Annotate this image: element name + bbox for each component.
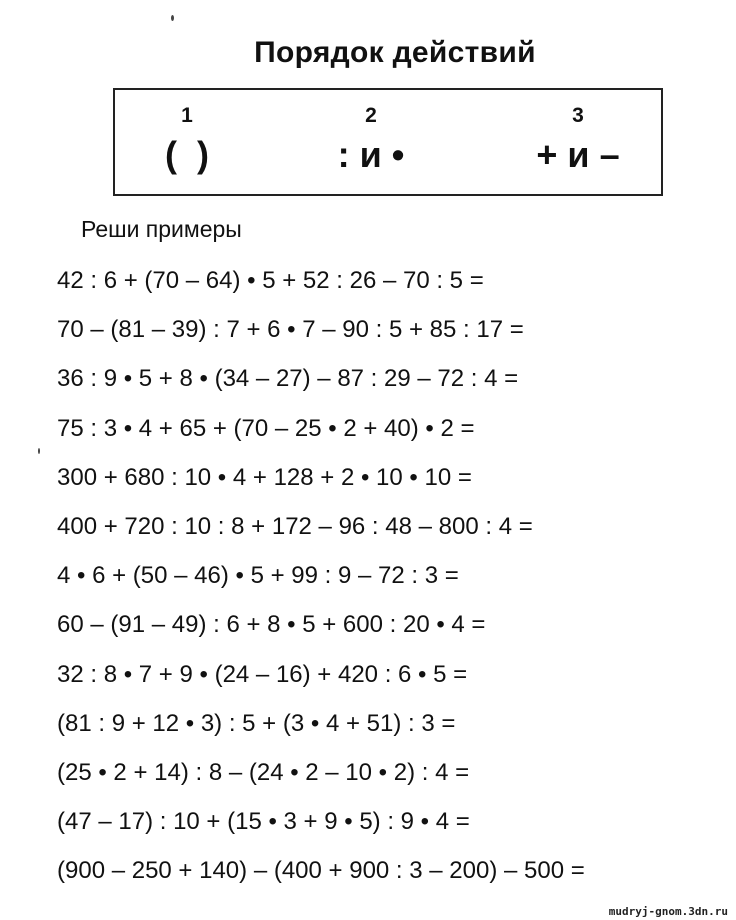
example-7: 4 • 6 + (50 – 46) • 5 + 99 : 9 – 72 : 3 = xyxy=(57,562,459,590)
example-10: (81 : 9 + 12 • 3) : 5 + (3 • 4 + 51) : 3 = xyxy=(57,709,456,737)
scan-speck xyxy=(171,15,174,21)
example-9: 32 : 8 • 7 + 9 • (24 – 16) + 420 : 6 • 5 = xyxy=(57,660,468,688)
example-2: 70 – (81 – 39) : 7 + 6 • 7 – 90 : 5 + 85 : 17 = xyxy=(57,316,524,344)
example-5: 300 + 680 : 10 • 4 + 128 + 2 • 10 • 10 = xyxy=(57,463,472,491)
example-4: 75 : 3 • 4 + 65 + (70 – 25 • 2 + 40) • 2 = xyxy=(57,414,475,442)
example-11: (25 • 2 + 14) : 8 – (24 • 2 – 10 • 2) : 4 = xyxy=(57,758,470,786)
step-number: 1 xyxy=(181,104,193,127)
example-8: 60 – (91 – 49) : 6 + 8 • 5 + 600 : 20 • 4 = xyxy=(57,611,486,639)
step-symbols: + и – xyxy=(536,134,620,175)
order-of-operations-box xyxy=(113,88,663,196)
example-13: (900 – 250 + 140) – (400 + 900 : 3 – 200) – 500 = xyxy=(57,857,585,885)
example-6: 400 + 720 : 10 : 8 + 172 – 96 : 48 – 800 : 4 = xyxy=(57,512,533,540)
step-number: 2 xyxy=(365,104,377,127)
examples-list xyxy=(57,264,585,903)
step-symbols: : и • xyxy=(337,134,405,175)
step-symbols: ( ) xyxy=(165,134,209,175)
example-3: 36 : 9 • 5 + 8 • (34 – 27) – 87 : 29 – 72 : 4 = xyxy=(57,365,519,393)
page-title: Порядок действий xyxy=(254,36,536,69)
watermark: mudryj-gnom.3dn.ru xyxy=(608,905,728,918)
step-number: 3 xyxy=(572,104,584,127)
instruction-label: Реши примеры xyxy=(81,216,242,242)
example-12: (47 – 17) : 10 + (15 • 3 + 9 • 5) : 9 • 4 = xyxy=(57,808,470,836)
example-1: 42 : 6 + (70 – 64) • 5 + 52 : 26 – 70 : 5 = xyxy=(57,267,484,294)
scan-speck xyxy=(38,448,40,454)
